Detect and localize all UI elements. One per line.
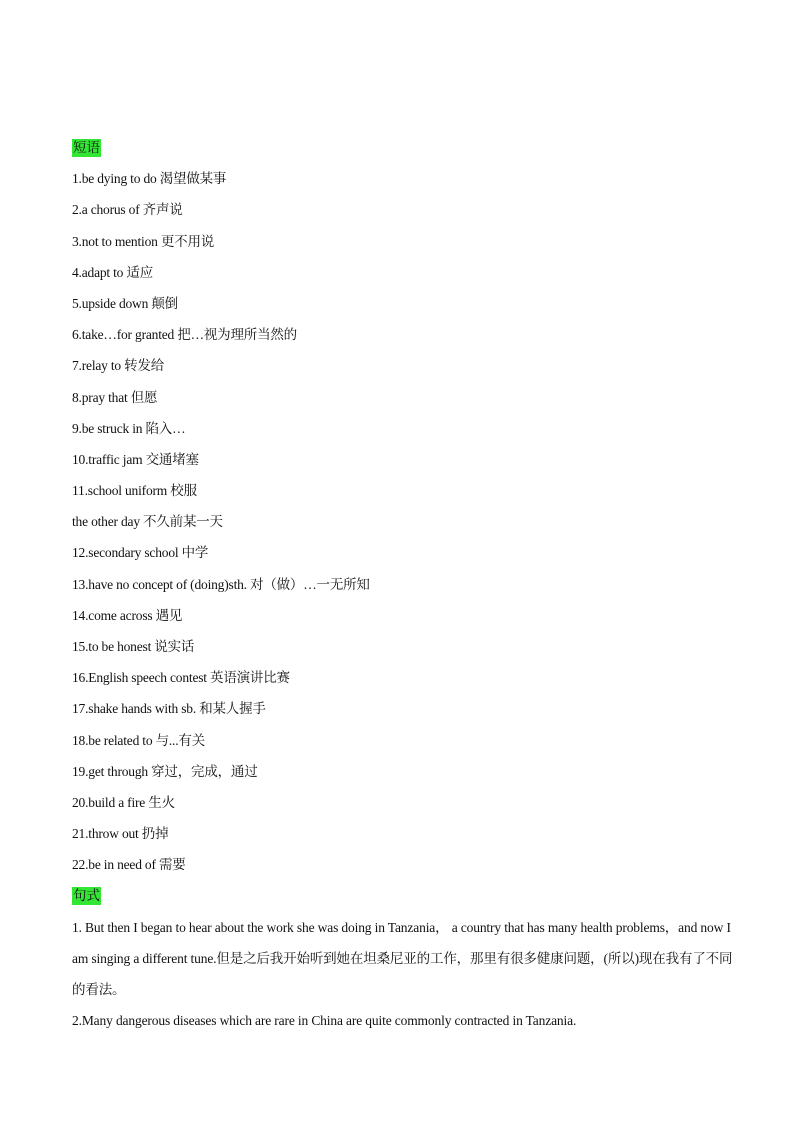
phrase-item: 2.a chorus of 齐声说 — [72, 202, 183, 218]
phrase-item: 4.adapt to 适应 — [72, 264, 154, 280]
phrase-list — [72, 163, 742, 880]
phrase-item: the other day 不久前某一天 — [72, 514, 223, 530]
phrase-item: 18.be related to 与...有关 — [72, 732, 205, 748]
phrase-item: 21.throw out 扔掉 — [72, 826, 169, 842]
sentence-item: 2.Many dangerous diseases which are rare in China are quite commonly contracted in Tanzania. — [72, 1012, 577, 1028]
phrase-item: 5.upside down 颠倒 — [72, 295, 178, 311]
phrase-item: 11.school uniform 校服 — [72, 483, 197, 499]
phrase-item: 19.get through 穿过，完成，通过 — [72, 763, 258, 779]
phrase-item: 20.build a fire 生火 — [72, 794, 175, 810]
sentences-heading-row — [72, 881, 742, 912]
phrase-item: 3.not to mention 更不用说 — [72, 233, 215, 249]
sentences-heading: 句式 — [73, 888, 100, 904]
sentence-list — [72, 912, 742, 1036]
phrase-item: 17.shake hands with sb. 和某人握手 — [72, 701, 266, 717]
sentence-item: 1. But then I began to hear about the work she was doing in Tanzania， a country that has many health problems，and now I am singing a different tune.但是之后我开始听到她在坦桑尼亚的工作，那里有很多健康问题，(所以)现在我有了不同的看法。 — [72, 919, 733, 997]
phrase-item: 15.to be honest 说实话 — [72, 639, 195, 654]
phrase-item: 8.pray that 但愿 — [72, 389, 158, 405]
phrase-item: 7.relay to 转发给 — [72, 358, 165, 374]
phrase-item: 10.traffic jam 交通堵塞 — [72, 451, 199, 467]
phrase-item: 16.English speech contest 英语演讲比赛 — [72, 670, 290, 686]
phrase-item: 12.secondary school 中学 — [72, 545, 209, 561]
document-page — [72, 132, 742, 1036]
phrase-item: 1.be dying to do 渴望做某事 — [72, 171, 227, 187]
phrase-item: 6.take…for granted 把…视为理所当然的 — [72, 327, 297, 343]
phrase-item: 22.be in need of 需要 — [72, 857, 186, 873]
phrases-heading-row — [72, 132, 742, 163]
phrases-heading: 短语 — [73, 139, 100, 155]
phrase-item: 14.come across 遇见 — [72, 607, 183, 623]
phrase-item: 9.be struck in 陷入… — [72, 420, 186, 436]
phrase-item: 13.have no concept of (doing)sth. 对（做）…一无所知 — [72, 576, 370, 592]
